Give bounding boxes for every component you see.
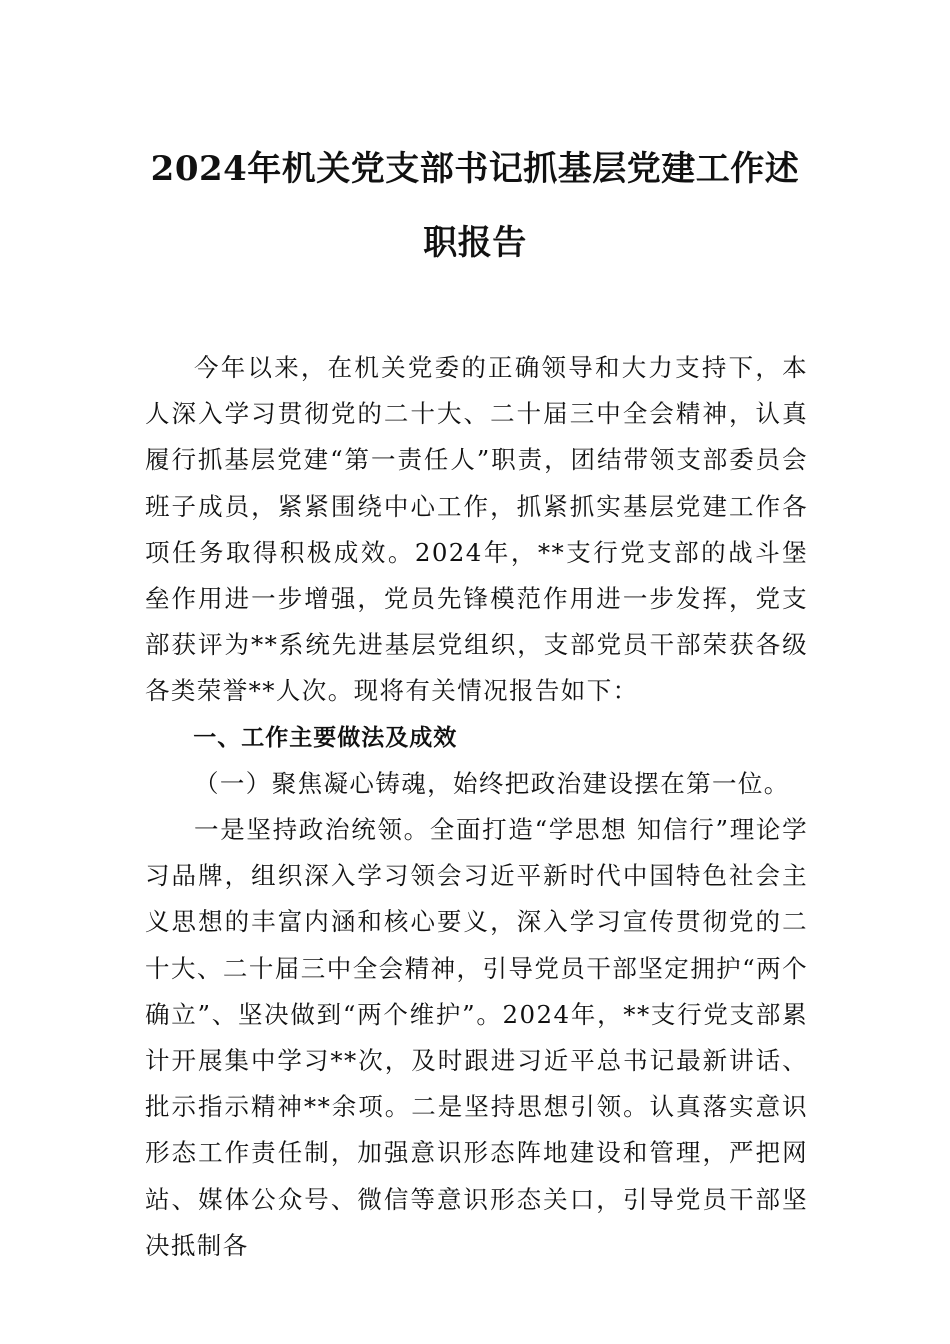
document-body <box>145 345 808 1269</box>
document-title <box>120 132 830 280</box>
section-heading: 一、工作主要做法及成效 <box>193 724 458 751</box>
title-line-2: 职报告 <box>423 223 527 263</box>
title-line-1: 2024年机关党支部书记抓基层党建工作述 <box>150 149 800 189</box>
body-paragraph: 一是坚持政治统领。全面打造“学思想 知信行”理论学习品牌，组织深入学习领会习近平新时代中国特色社会主义思想的丰富内涵和核心要义，深入学习宣传贯彻党的二十大、二十届三中全会精神，引导党员干部坚定拥护“两个确立”、坚决做到“两个维护”。2024年，**支行党支部累计开展集中学习**次，及时跟进习近平总书记最新讲话、批示指示精神**余项。二是坚持思想引领。认真落实意识形态工作责任制，加强意识形态阵地建设和管理，严把网站、媒体公众号、微信等意识形态关口，引导党员干部坚决抵制各 <box>145 815 808 1260</box>
intro-paragraph: 今年以来，在机关党委的正确领导和大力支持下，本人深入学习贯彻党的二十大、二十届三中全会精神，认真履行抓基层党建“第一责任人”职责，团结带领支部委员会班子成员，紧紧围绕中心工作，抓紧抓实基层党建工作各项任务取得积极成效。2024年，**支行党支部的战斗堡垒作用进一步增强，党员先锋模范作用进一步发挥，党支部获评为**系统先进基层党组织，支部党员干部荣获各级各类荣誉**人次。现将有关情况报告如下： <box>145 353 808 706</box>
subsection-heading: （一）聚焦凝心铸魂，始终把政治建设摆在第一位。 <box>194 768 790 798</box>
